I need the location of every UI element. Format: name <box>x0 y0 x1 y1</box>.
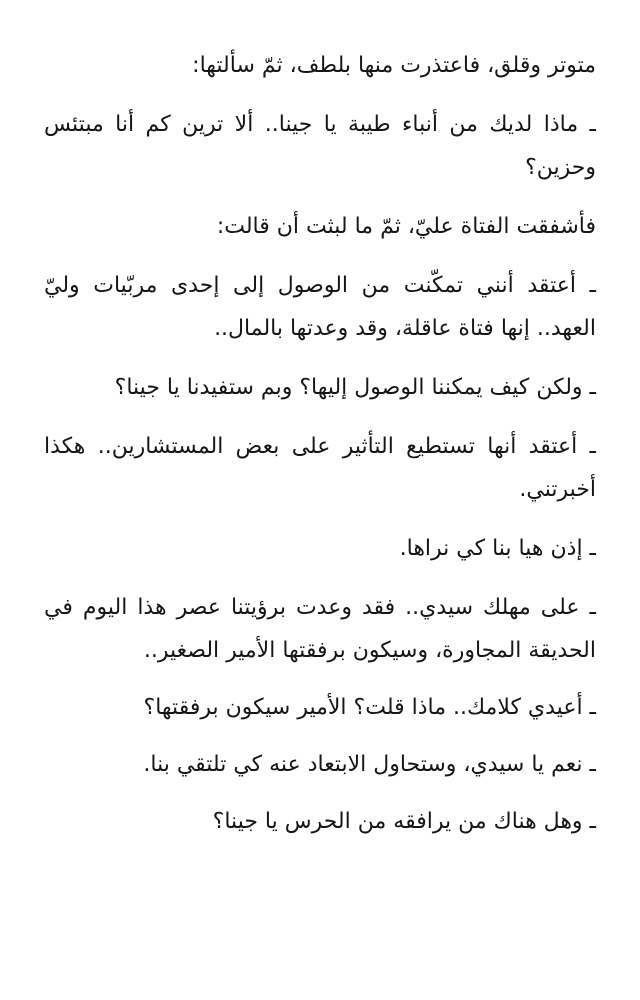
paragraph-1: متوتر وقلق، فاعتذرت منها بلطف، ثمّ سألتها: <box>192 53 596 78</box>
paragraph-2: ـ ماذا لديك من أنباء طيبة يا جينا.. ألا ترين كم أنا مبتئس وحزين؟ <box>44 112 596 180</box>
paragraph-7: ـ إذن هيا بنا كي نراها. <box>399 536 596 561</box>
paragraph-3: فأشفقت الفتاة عليّ، ثمّ ما لبثت أن قالت: <box>216 214 596 239</box>
paragraph-5: ـ ولكن كيف يمكننا الوصول إليها؟ وبم ستفيدنا يا جينا؟ <box>114 375 596 400</box>
paragraph-10: ـ نعم يا سيدي، وستحاول الابتعاد عنه كي تلتقي بنا. <box>143 752 596 777</box>
page-text <box>44 44 596 843</box>
paragraph-11: ـ وهل هناك من يرافقه من الحرس يا جينا؟ <box>212 809 596 834</box>
paragraph-4: ـ أعتقد أنني تمكّنت من الوصول إلى إحدى مربّيات وليّ العهد.. إنها فتاة عاقلة، وقد وعدتها بالمال.. <box>44 273 596 341</box>
paragraph-6: ـ أعتقد أنها تستطيع التأثير على بعض المستشارين.. هكذا أخبرتني. <box>44 434 596 502</box>
paragraph-9: ـ أعيدي كلامك.. ماذا قلت؟ الأمير سيكون برفقتها؟ <box>143 695 596 720</box>
paragraph-8: ـ على مهلك سيدي.. فقد وعدت برؤيتنا عصر هذا اليوم في الحديقة المجاورة، وسيكون برفقتها الأمير الصغير.. <box>44 595 596 663</box>
